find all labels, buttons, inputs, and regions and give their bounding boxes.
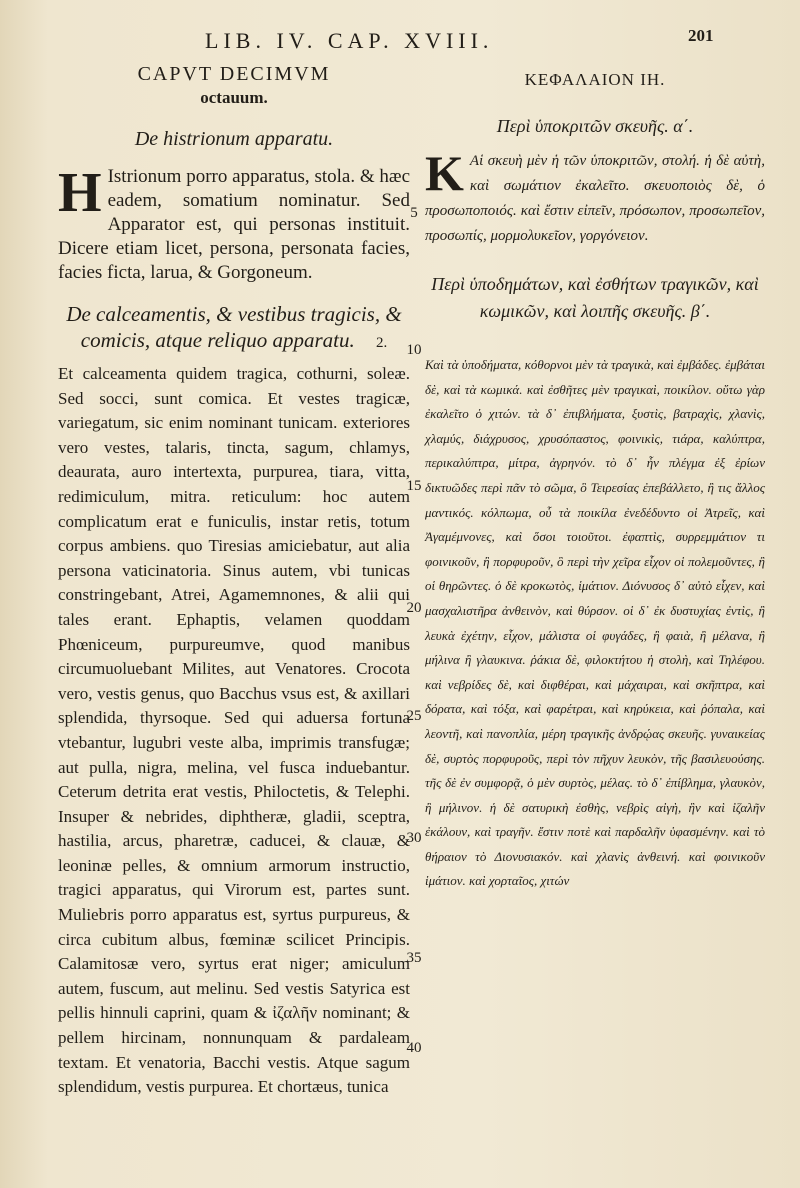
latin-section2-title: De calceamentis, & vestibus tragicis, & comicis, atque reliquo apparatu.: [66, 302, 402, 352]
latin-section1-text: Istrionum porro apparatus, stola. & hæc eadem, somatium nominatur. Sed Apparator est, qui personas instituit. Dicere etiam licet, persona, personata facies, facies ficta, larua, & Gorgoneum.: [58, 166, 410, 283]
line-number: 30: [406, 830, 422, 846]
latin-section2-number: 2.: [375, 335, 388, 351]
greek-section1-paragraph: [425, 145, 765, 249]
latin-body-text: Et calceamenta quidem tragica, cothurni, soleæ. Sed socci, sunt comica. Et vestes tragicæ, variegatum, sic enim nominant tunicam. exteriores vero vestes, talaris, tincta, sagum, chlamys, deaurata, auro intertexta, purpurea, tiara, vitta, redimiculum, mitra. reticulum: hoc autem complicatum erat e funiculis, instar retis, totum corpus ambiens. quo Tiresias amiciebatur, aut alia persona vaticinatoria. Sinus autem, vbi tunicas constringebant, Atrei, Agamemnones, & alii qui tales erant. Ephaptis, velamen quoddam Phœniceum, purpureumve, quod manibus circumuoluebant Milites, aut Venatores. Crocota vero, vestis genus, quo Bacchus vsus est, & axillari splendida, thyrsoque. Sed qui aduersa fortuna vtebantur, lugubri veste alba, imprimis transfugæ; aut pulla, nigra, melina, vel fusca induebantur. Ceterum detrita erat vestis, Philoctetis, & Telephi. Insuper & nebrides, diphtheræ, gladii, sceptra, hastilia, arcus, pharetræ, caducei, & clauæ, & leoninæ pelles, & omnium armorum instructio, tragici apparatus, qui Virorum est, partes sunt. Muliebris porro apparatus est, syrtus purpureus, & circa cubitum albus, fœminæ scilicet Principis. Calamitosæ vero, syrtus erat niger; amiculum autem, fuscum, aut melinu. Sed vestis Satyrica est pellis hinnuli caprini, quam & ἰζαλῆν nominant; & pellem hircinam, nonnunquam & pardaleam textam. Et venatoria, Bacchi vestis. Atque sagum splendidum, vestis purpurea. Et chortæus, tunica: [58, 364, 410, 1097]
latin-column: [58, 62, 410, 1100]
line-number: 40: [406, 1040, 422, 1056]
line-number: 10: [406, 342, 422, 358]
latin-section1-title: De histrionum apparatu.: [134, 128, 334, 150]
line-number: 5: [410, 205, 418, 221]
greek-column: [425, 62, 765, 894]
greek-drop-cap: Κ: [425, 145, 464, 201]
greek-chapter-title: ΚΕΦΑΛΑΙΟΝ ΙΗ.: [524, 70, 666, 89]
page-number: 201: [688, 26, 714, 45]
line-number: 15: [406, 478, 422, 494]
latin-drop-cap: H: [58, 162, 102, 224]
greek-section2-title: Περὶ ὑποδημάτων, καὶ ἐσθήτων τραγικῶν, καὶ κωμικῶν, καὶ λοιπῆς σκευῆς. β΄.: [431, 274, 759, 321]
line-number: 20: [406, 600, 422, 616]
latin-chapter-title: CAPVT DECIMVM: [137, 63, 331, 85]
running-head-title: LIB. IV. CAP. XVIII.: [205, 28, 494, 53]
greek-body-text: Καὶ τὰ ὑποδήματα, κόθορνοι μὲν τὰ τραγικὰ, καὶ ἐμβάδες. ἐμβάται δὲ, καὶ τὰ κωμικά. καὶ ἐσθῆτες μὲν τραγικαὶ, ποικίλον. οὕτω γὰρ ἐκαλεῖτο ὁ χιτών. τὰ δ᾽ ἐπιβλήματα, ξυστὶς, βατραχὶς, χλανὶς, χλαμύς, διάχρυσος, χρυσόπαστος, φοινικὶς, τιάρα, καλύπτρα, περικαλύπτρα, μίτρα, ἀγρηνόν. τὸ δ᾽ ἦν πλέγμα ἐξ ἐρίων δικτυῶδες περὶ πᾶν τὸ σῶμα, ὃ Τειρεσίας ἐπεβάλλετο, ἢ τις ἄλλος μαντικός. κόλπωμα, οὗ τὰ ποικίλα ἐνεδέδυντο οἱ Ἀτρεῖς, καὶ Ἀγαμέμνονες, καὶ ὅσοι τοιοῦτοι. ἐφαπτὶς, συρρεμμάτιον τι φοινικοῦν, ἢ πορφυροῦν, ὃ περὶ τὴν χεῖρα εἶχον οἱ πολεμοῦντες, ἢ οἱ θηρῶντες. ὁ δὲ κροκωτὸς, ἱμάτιον. Διόνυσος δ᾽ αὐτὸ εἶχεν, καὶ μασχαλιστῆρα ἀνθεινὸν, καὶ θύρσον. οἱ δ᾽ ἐκ δυστυχίας ἐντὶς, ἢ λευκὰ ἐχέτην, εἶχον, μάλιστα οἱ φυγάδες, ἢ φαιὰ, ἢ μέλανα, ἢ μήλινα ἢ γλαυκινα. ῥάκια δὲ, φιλοκτήτου ἡ στολὴ, καὶ Τηλέφου. καὶ νεβρίδες δὲ, καὶ διφθέραι, καὶ μάχαιραι, καὶ σκῆπτρα, καὶ δόρατα, καὶ τόξα, καὶ φαρέτραι, καὶ κηρύκεια, καὶ ῥόπαλα, καὶ λεοντῆ, καὶ πανοπλία, μέρη τραγικῆς ἀνδρῴας σκευῆς. γυναικείας δὲ, συρτὸς πορφυροῦς, περὶ τὸν πῆχυν λευκὸν, τῆς βασιλευούσης. τῆς δὲ ἐν συμφορᾷ, ὁ μὲν συρτὸς, μέλας. τὸ δ᾽ ἐπίβλημα, γλαυκὸν, ἢ μήλινον. ἡ δὲ σατυρικὴ ἐσθὴς, νεβρὶς αἰγὴ, ἣν καὶ ἰζαλῆν ἐκάλουν, καὶ τραγῆν. ἔστιν ποτὲ καὶ παρδαλῆν ὑφασμένην. καὶ τὸ θήραιον τὸ Διονυσιακόν. καὶ χλανὶς ἀνθεινή. καὶ φοινικοῦν ἱμάτιον. καὶ χορταῖος, χιτών: [425, 357, 765, 889]
latin-section1-paragraph: [58, 162, 410, 285]
line-number: 35: [406, 950, 422, 966]
greek-section1-text: Αἱ σκευὴ μὲν ἡ τῶν ὑποκριτῶν, στολή. ἡ δὲ αὐτὴ, καὶ σωμάτιον ἐκαλεῖτο. σκευοποιὸς δὲ, ὁ προσωποποιός. καὶ ἔστιν εἰπεῖν, πρόσωπον, προσωπεῖον, προσωπίς, μορμολυκεῖον, γοργόνειον.: [425, 153, 765, 244]
greek-section1-title: Περὶ ὑποκριτῶν σκευῆς. α΄.: [496, 116, 694, 136]
latin-section2-heading: [58, 301, 410, 356]
running-head: [0, 24, 800, 54]
latin-chapter-subtitle: octauum.: [200, 88, 268, 107]
line-number: 25: [406, 708, 422, 724]
